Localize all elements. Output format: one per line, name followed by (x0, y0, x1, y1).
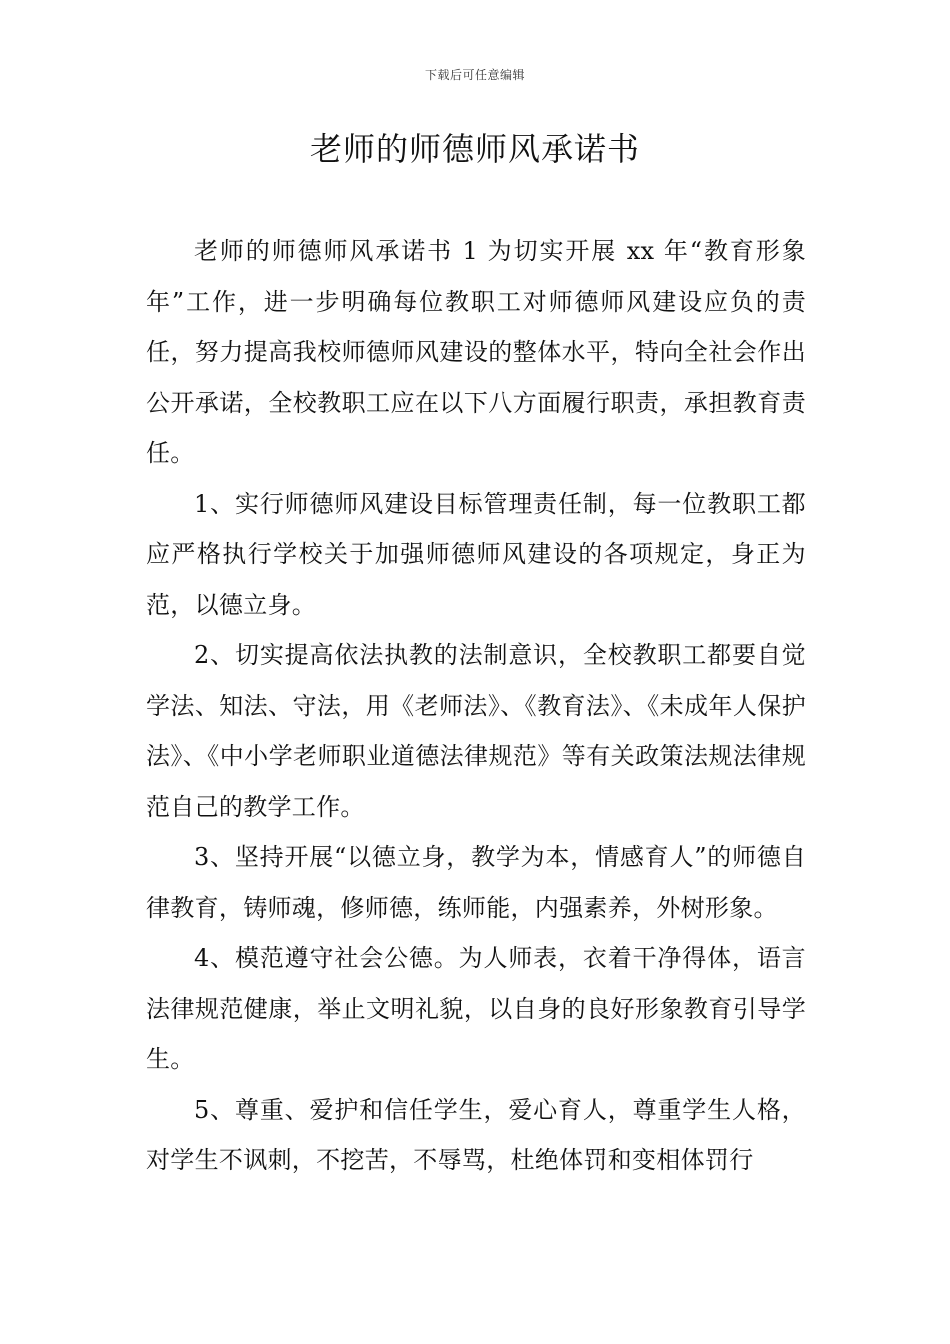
paragraph-item-3: 3、坚持开展“以德立身，教学为本，情感育人”的师德自律教育，铸师魂，修师德，练师能，内强素养，外树形象。 (146, 843, 806, 922)
document-body (146, 226, 806, 1186)
paragraph-item-1: 1、实行师德师风建设目标管理责任制，每一位教职工都应严格执行学校关于加强师德师风建设的各项规定，身正为范，以德立身。 (146, 489, 806, 619)
paragraph-item-2: 2、切实提高依法执教的法制意识，全校教职工都要自觉学法、知法、守法，用《老师法》、《教育法》、《未成年人保护法》、《中小学老师职业道德法律规范》等有关政策法规法律规范自己的教学工作。 (146, 641, 806, 821)
header-note: 下载后可任意编辑 (424, 68, 525, 82)
paragraph-item-5: 5、尊重、爱护和信任学生，爱心育人，尊重学生人格，对学生不讽刺，不挖苦，不辱骂，杜绝体罚和变相体罚行 (146, 1095, 806, 1174)
paragraph-item-4: 4、模范遵守社会公德。为人师表，衣着干净得体，语言法律规范健康，举止文明礼貌，以自身的良好形象教育引导学生。 (146, 944, 806, 1073)
paragraph-intro: 老师的师德师风承诺书 1 为切实开展 xx 年“教育形象年”工作，进一步明确每位教职工对师德师风建设应负的责任，努力提高我校师德师风建设的整体水平，特向全社会作出公开承诺，全校教职工应在以下八方面履行职责，承担教育责任。 (146, 237, 806, 467)
document-title: 老师的师德师风承诺书 (309, 130, 640, 168)
